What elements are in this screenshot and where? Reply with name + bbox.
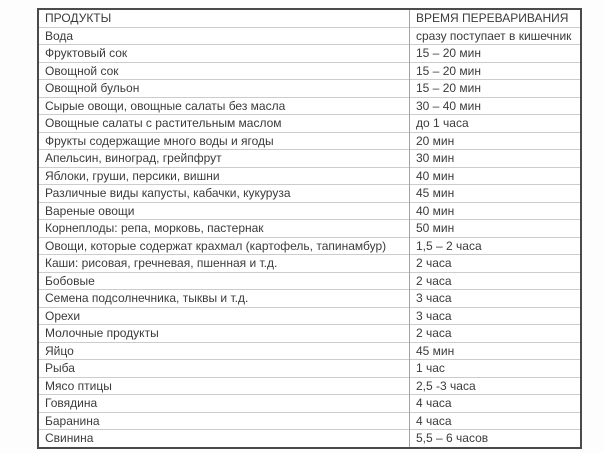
table-row (38, 412, 581, 430)
table-row (38, 290, 581, 308)
digestion-time-cell: 50 мин (410, 220, 582, 238)
digestion-time-cell: 4 часа (410, 395, 582, 413)
table-row (38, 395, 581, 413)
table-row (38, 255, 581, 273)
digestion-time-cell: 15 – 20 мин (410, 80, 582, 98)
product-cell: Овощной бульон (38, 80, 410, 98)
digestion-time-cell: 2 часа (410, 325, 582, 343)
product-cell: Вода (38, 27, 410, 45)
table-header (38, 9, 581, 27)
table-row (38, 377, 581, 395)
table-row (38, 342, 581, 360)
table-row (38, 360, 581, 378)
digestion-time-cell: 20 мин (410, 132, 582, 150)
table-row (38, 97, 581, 115)
product-cell: Корнеплоды: репа, морковь, пастернак (38, 220, 410, 238)
product-cell: Овощи, которые содержат крахмал (картофель, тапинамбур) (38, 237, 410, 255)
product-cell: Орехи (38, 307, 410, 325)
digestion-time-cell: 1 час (410, 360, 582, 378)
product-cell: Мясо птицы (38, 377, 410, 395)
table-row (38, 325, 581, 343)
product-cell: Свинина (38, 430, 410, 448)
table-row (38, 62, 581, 80)
header-row (38, 9, 581, 27)
product-cell: Вареные овощи (38, 202, 410, 220)
product-cell: Апельсин, виноград, грейпфрут (38, 150, 410, 168)
digestion-time-cell: 2,5 -3 часа (410, 377, 582, 395)
product-cell: Овощные салаты с растительным маслом (38, 115, 410, 133)
digestion-time-table (37, 8, 582, 449)
table-row (38, 150, 581, 168)
product-cell: Молочные продукты (38, 325, 410, 343)
product-cell: Фруктовый сок (38, 45, 410, 63)
table-row (38, 115, 581, 133)
product-cell: Рыба (38, 360, 410, 378)
table-row (38, 272, 581, 290)
product-cell: Яблоки, груши, персики, вишни (38, 167, 410, 185)
column-header-products: ПРОДУКТЫ (38, 9, 410, 27)
digestion-time-cell: 3 часа (410, 290, 582, 308)
table-row (38, 220, 581, 238)
table-row (38, 27, 581, 45)
digestion-time-cell: 30 мин (410, 150, 582, 168)
digestion-time-cell: 45 мин (410, 342, 582, 360)
digestion-time-cell: 2 часа (410, 272, 582, 290)
product-cell: Каши: рисовая, гречневая, пшенная и т.д. (38, 255, 410, 273)
digestion-time-cell: 4 часа (410, 412, 582, 430)
digestion-time-cell: сразу поступает в кишечник (410, 27, 582, 45)
column-header-digestion-time: ВРЕМЯ ПЕРЕВАРИВАНИЯ (416, 11, 569, 25)
digestion-time-cell: 40 мин (410, 202, 582, 220)
product-cell: Фрукты содержащие много воды и ягоды (38, 132, 410, 150)
digestion-time-cell: 15 – 20 мин (410, 62, 582, 80)
table-row (38, 307, 581, 325)
table-row (38, 45, 581, 63)
digestion-time-cell: до 1 часа (410, 115, 582, 133)
table-row (38, 237, 581, 255)
digestion-time-cell: 3 часа (410, 307, 582, 325)
product-cell: Баранина (38, 412, 410, 430)
digestion-time-cell: 2 часа (410, 255, 582, 273)
digestion-time-cell: 1,5 – 2 часа (410, 237, 582, 255)
table-row (38, 185, 581, 203)
digestion-time-cell: 5,5 – 6 часов (410, 430, 582, 448)
table-row (38, 430, 581, 448)
digestion-table-container (37, 8, 582, 449)
product-cell: Различные виды капусты, кабачки, кукуруза (38, 185, 410, 203)
product-cell: Овощной сок (38, 62, 410, 80)
table-row (38, 132, 581, 150)
digestion-time-cell: 40 мин (410, 167, 582, 185)
digestion-time-cell: 30 – 40 мин (410, 97, 582, 115)
digestion-time-cell: 45 мин (410, 185, 582, 203)
table-row (38, 202, 581, 220)
product-cell: Яйцо (38, 342, 410, 360)
product-cell: Говядина (38, 395, 410, 413)
product-cell: Бобовые (38, 272, 410, 290)
product-cell: Сырые овощи, овощные салаты без масла (38, 97, 410, 115)
digestion-time-cell: 15 – 20 мин (410, 45, 582, 63)
table-body (38, 27, 581, 448)
table-row (38, 80, 581, 98)
product-cell: Семена подсолнечника, тыквы и т.д. (38, 290, 410, 308)
table-row (38, 167, 581, 185)
